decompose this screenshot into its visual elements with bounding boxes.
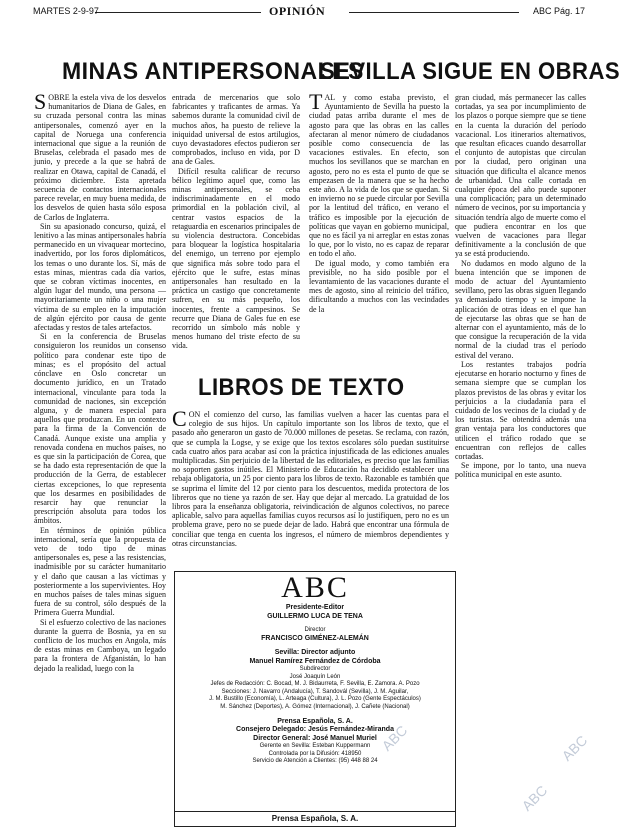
abc-logo: ABC: [281, 571, 349, 604]
paragraph: AL y como estaba previsto, el Ayuntamiento de Sevilla ha puesto la ciudad patas arriba durante el mes de agosto para que las obras en las calles afectaran al menor número de ciudadanos posible como consecuencia de las vacaciones estivales. En efecto, son muchos los sevillanos que se marchan en agosto, pero no es esta el punto de que se empezasen de la manera que se ha hecho este año. A la vida de los que se quedan. Si en invierno no se puede circular por Sevilla por la lentitud del tráfico, en verano el tráfico es imposible por la ejecución de políticas que vayan en gobierno municipal, que no es fácil ya ni arreglar en estas zonas lo que, por lo visto, no es capaz de reparar en todo el año.: [309, 93, 449, 259]
article-sevilla-col2: [455, 93, 586, 830]
masthead-credits: [175, 604, 455, 766]
paragraph: No dudamos en modo alguno de la buena intención que se imponen de modo de actuar del Ayuntamiento sevillano, pero las obras siguen llegando ya demasiado tiempo y se impone la aplicación de otras ideas en el que han de ejecutarse las obras que se han de alternar con el ayuntamiento, más de lo que consigue la recuperación de la vida normal de la ciudad tras el período estival del verano.: [455, 258, 586, 360]
paragraph: Si en la conferencia de Bruselas consiguieron los reunidos un consenso político para condenar este tipo de minas; es el propósito del actual cónclave en Oslo concretar un documento jurídico, en un Tratado internacional, vinculante para toda la comunidad de naciones, sin excepción alguna, y de manera especial para aquellos que produzcan. En un contexto para la firma de la Convención de Canadá. Aunque existe una amplia y renovada condena en muchos países, no es que sin la participación de Corea, que se ha dado esta representación de que la producción de la Gerra, de establecer ciertas excepciones, lo que representa que los desarmes en posibilidades de resarcir hay que renunciar la prescripción absoluta para todos los ámbitos.: [34, 332, 166, 526]
headline-minas: MINAS ANTIPERSONALES: [62, 58, 364, 85]
masthead-line: Gerente en Sevilla: Esteban Kuppermann: [259, 743, 371, 750]
article-minas-col1: [34, 89, 166, 830]
masthead-line: Servicio de Atención a Clientes: (95) 448 88 24: [252, 758, 378, 765]
masthead-line: FRANCISCO GIMÉNEZ-ALEMÁN: [261, 634, 369, 642]
watermark: ABC: [518, 782, 551, 814]
watermark: ABC: [378, 722, 411, 754]
paragraph: ON el comienzo del curso, las familias vuelven a hacer las cuentas para el colegio de sus hijos. Un capítulo importante son los libros de texto, que el pasado año generaron un gasto de 70.000 millones de pesetas. Se reclama, con razón, que se cumpla la Logse, y se exige que los textos escolares sólo puedan sustituirse cada cuatro años para acabar así con la práctica injustificada de las ediciones anuales multiplicadas. Sin perjuicio de la libertad de las editoriales, es preciso que las familias no soporten gastos inútiles. El Ministerio de Educación ha decidido establecer una rebaja obligatoria, un 25 por ciento para los libros de texto. Razonable es también que se suprima el límite del 12 por ciento para los descuentos, medida protectora de los libreros que no tiene ya razón de ser. Hay que dejar al mercado. La gratuidad de los libros para la enseñanza obligatoria, reivindicación de algunos colectivos, no parece aplicable, salvo para aquellas familias cuyos recursos así lo justifiquen, pero no es un problema grave, pero no se puede dejar de lado. Habrá que encontrar una fórmula de conciliar que tenga en cuenta los ingresos, el número de miembros dependientes y otras circunstancias.: [172, 410, 449, 548]
masthead-line: Jefes de Redacción: C. Bocad, M. J. Bidaurreta, F. Sevilla, E. Zamora. A. Pozo: [210, 681, 420, 688]
page-header: [33, 6, 585, 20]
paragraph: OBRE la estela viva de los desvelos humanitarios de Diana de Gales, en su cruzada personal contra las minas antipersonales, comenzó ayer en la capital de Noruega una conferencia internacional que sigue a la reunión de Bruselas, celebrada el pasado mes de junio, y precede a la que se habrá de realizar en Otawa, capital de Canadá, el próximo diciembre. Esta apretada secuencia de contactos internacionales parece revelar, en muy buena medida, de los desvelos de quien hasta sólo esposa de Carlos de Inglaterra.: [34, 93, 166, 222]
masthead-footer: Prensa Española, S. A.: [175, 811, 455, 826]
article-sevilla-col1: [309, 89, 449, 345]
masthead-line: Secciones: J. Navarro (Andalucía), T. Sandovál (Sevilla), J. M. Aguilar,: [221, 688, 409, 695]
paragraph: Sin su apasionado concurso, quizá, el lenitivo a las minas antipersonales habría permanecido en un vivaquear mortecino, inadvertido, por los foros diplomáticos, los temas o uno durante los. Sí, más de estas minas, mientras cada día varios, que se cobran víctimas inocentes, en algún lugar del mundo, una persona —mayoritariamente un niño o una mujer víctima de su empleo en la imputación de algún ejército por causa de gente afectadas y restos de tales artefactos.: [34, 221, 166, 333]
section-title: OPINIÓN: [269, 4, 326, 18]
masthead-line: Subdirector: [299, 666, 331, 673]
page-number: ABC Pág. 17: [532, 6, 585, 16]
paragraph: Se impone, por lo tanto, una nueva política municipal en este asunto.: [455, 461, 586, 480]
masthead-box: [174, 571, 456, 827]
paragraph: En términos de opinión pública internacional, sería que la propuesta de veto de todo tipo de minas antipersonales es, pese a las resistencias, inadmisible por su carácter humanitario y el daño que causan a las víctimas y posteriormente a los supervivientes. Hoy en muchos países de tales minas siguen fuera de su control, sólo después de la Primera Guerra Mundial.: [34, 525, 166, 618]
masthead-line: José Joaquín León: [289, 673, 341, 680]
issue-date: MARTES 2-9-97: [33, 6, 99, 16]
masthead-line: Consejero Delegado: Jesús Fernández-Miranda: [236, 726, 394, 734]
article-libros: [172, 406, 449, 564]
paragraph: gran ciudad, más permanecer las calles cortadas, ya sea por incumplimiento de los plazos o porque siempre que se tiene en la cuenta la duración del período vacacional. Los itinerarios alternativos, que resultan eficaces cuando desarrollar el conjunto de autopistas que circulan por la ciudad, pero originan una situación que dificulta el alcance menos de urbanidad. Una calle cortada en cualquier época del año puede suponer una complicación; para un determinado número de vecinos, por su importancia y situación tendría algo de muerte como el que pudiera encontrar en los que vuelven de vacaciones para llegar definitivamente a la conclusión de que ya se está produciendo.: [455, 93, 586, 259]
paragraph: Difícil resulta calificar de recurso bélico legítimo aquel que, como las minas antipersonales, se ceba indiscriminadamente en el modo primordial en la población civil, al centrar vastos espacios de la retaguardia en escenarios principales de su violencia destructora. Concebidas para bloquear la logística hospitalaria del enemigo, un terreno por ejemplo que significa más sobre todo para el ejército que le sufre, estas minas antipersonales han resultado en la práctica un castigo que concretamente sufren, en su más pequeño, los inocentes, frente a campesinos. Se recurre que Diana de Gales fue en ese recorrido un símbolo más noble y menos humano del triste efecto de su vida.: [172, 166, 300, 351]
dropcap-c: C: [172, 406, 187, 431]
header-rule-left: [95, 12, 261, 13]
headline-libros: LIBROS DE TEXTO: [198, 374, 405, 401]
paragraph: Los restantes trabajos podría ejecutarse en horario nocturno y fines de semana siempre que se cumplan los plazos previstos de las obras y evitar los perjuicios a la ciudadanía para el cuidado de los vecinos de la ciudad y de los turistas. Se obtendrá además una gran ventaja para los conductores que utilicen el tráfico rodado que se encuentran con reflejos de calles cortadas.: [455, 359, 586, 461]
masthead-line: GUILLERMO LUCA DE TENA: [267, 612, 363, 620]
watermark: ABC: [558, 732, 591, 764]
paragraph: Si el esfuerzo colectivo de las naciones durante la guerra de Bosnia, ya en su conflicto de los muchos en Angola, más de estas minas en Camboya, un legado para la frontera de Afganistán, lo han dejado la realidad, luego con la: [34, 617, 166, 673]
header-rule-right: [349, 12, 519, 13]
masthead-line: Director General: José Manuel Muriel: [253, 734, 377, 742]
masthead-line: Prensa Española, S. A.: [277, 717, 353, 725]
paragraph: entrada de mercenarios que solo fabricantes y traficantes de armas. Ya sabemos durante la comunidad civil de muchos años, ha puesto de relieve la iniquidad universal de estos artilugios, cuyo devastadores efectos pudieron ser comprobados, incluso en vida, por D ana de Gales.: [172, 93, 300, 167]
masthead-line: Sevilla: Director adjunto: [274, 649, 356, 657]
masthead-line: M. Sánchez (Deportes), A. Gómez (Internacional), J. Cañete (Nacional): [220, 704, 410, 711]
masthead-line: Director: [304, 627, 326, 633]
paragraph: De igual modo, y como también era previsible, no ha sido posible por el levantamiento de las vacaciones durante el mes de agosto, sino al reinicio del tráfico, dificultando a muchos con las vecindades de la: [309, 258, 449, 314]
masthead-line: Controlada por la Difusión: 418950: [268, 750, 362, 757]
article-minas-col2: [172, 93, 300, 351]
masthead-line: Manuel Ramírez Fernández de Córdoba: [249, 657, 381, 665]
dropcap-s: S: [34, 89, 47, 114]
headline-sevilla: SEVILLA SIGUE EN OBRAS: [320, 58, 620, 85]
masthead-line: J. M. Bustillo (Economía), L. Arteaga (Cultura), J. L. Pozo (Gente Espectáculos): [209, 696, 421, 703]
masthead-line: Presidente-Editor: [285, 604, 345, 611]
dropcap-t: T: [309, 89, 323, 114]
